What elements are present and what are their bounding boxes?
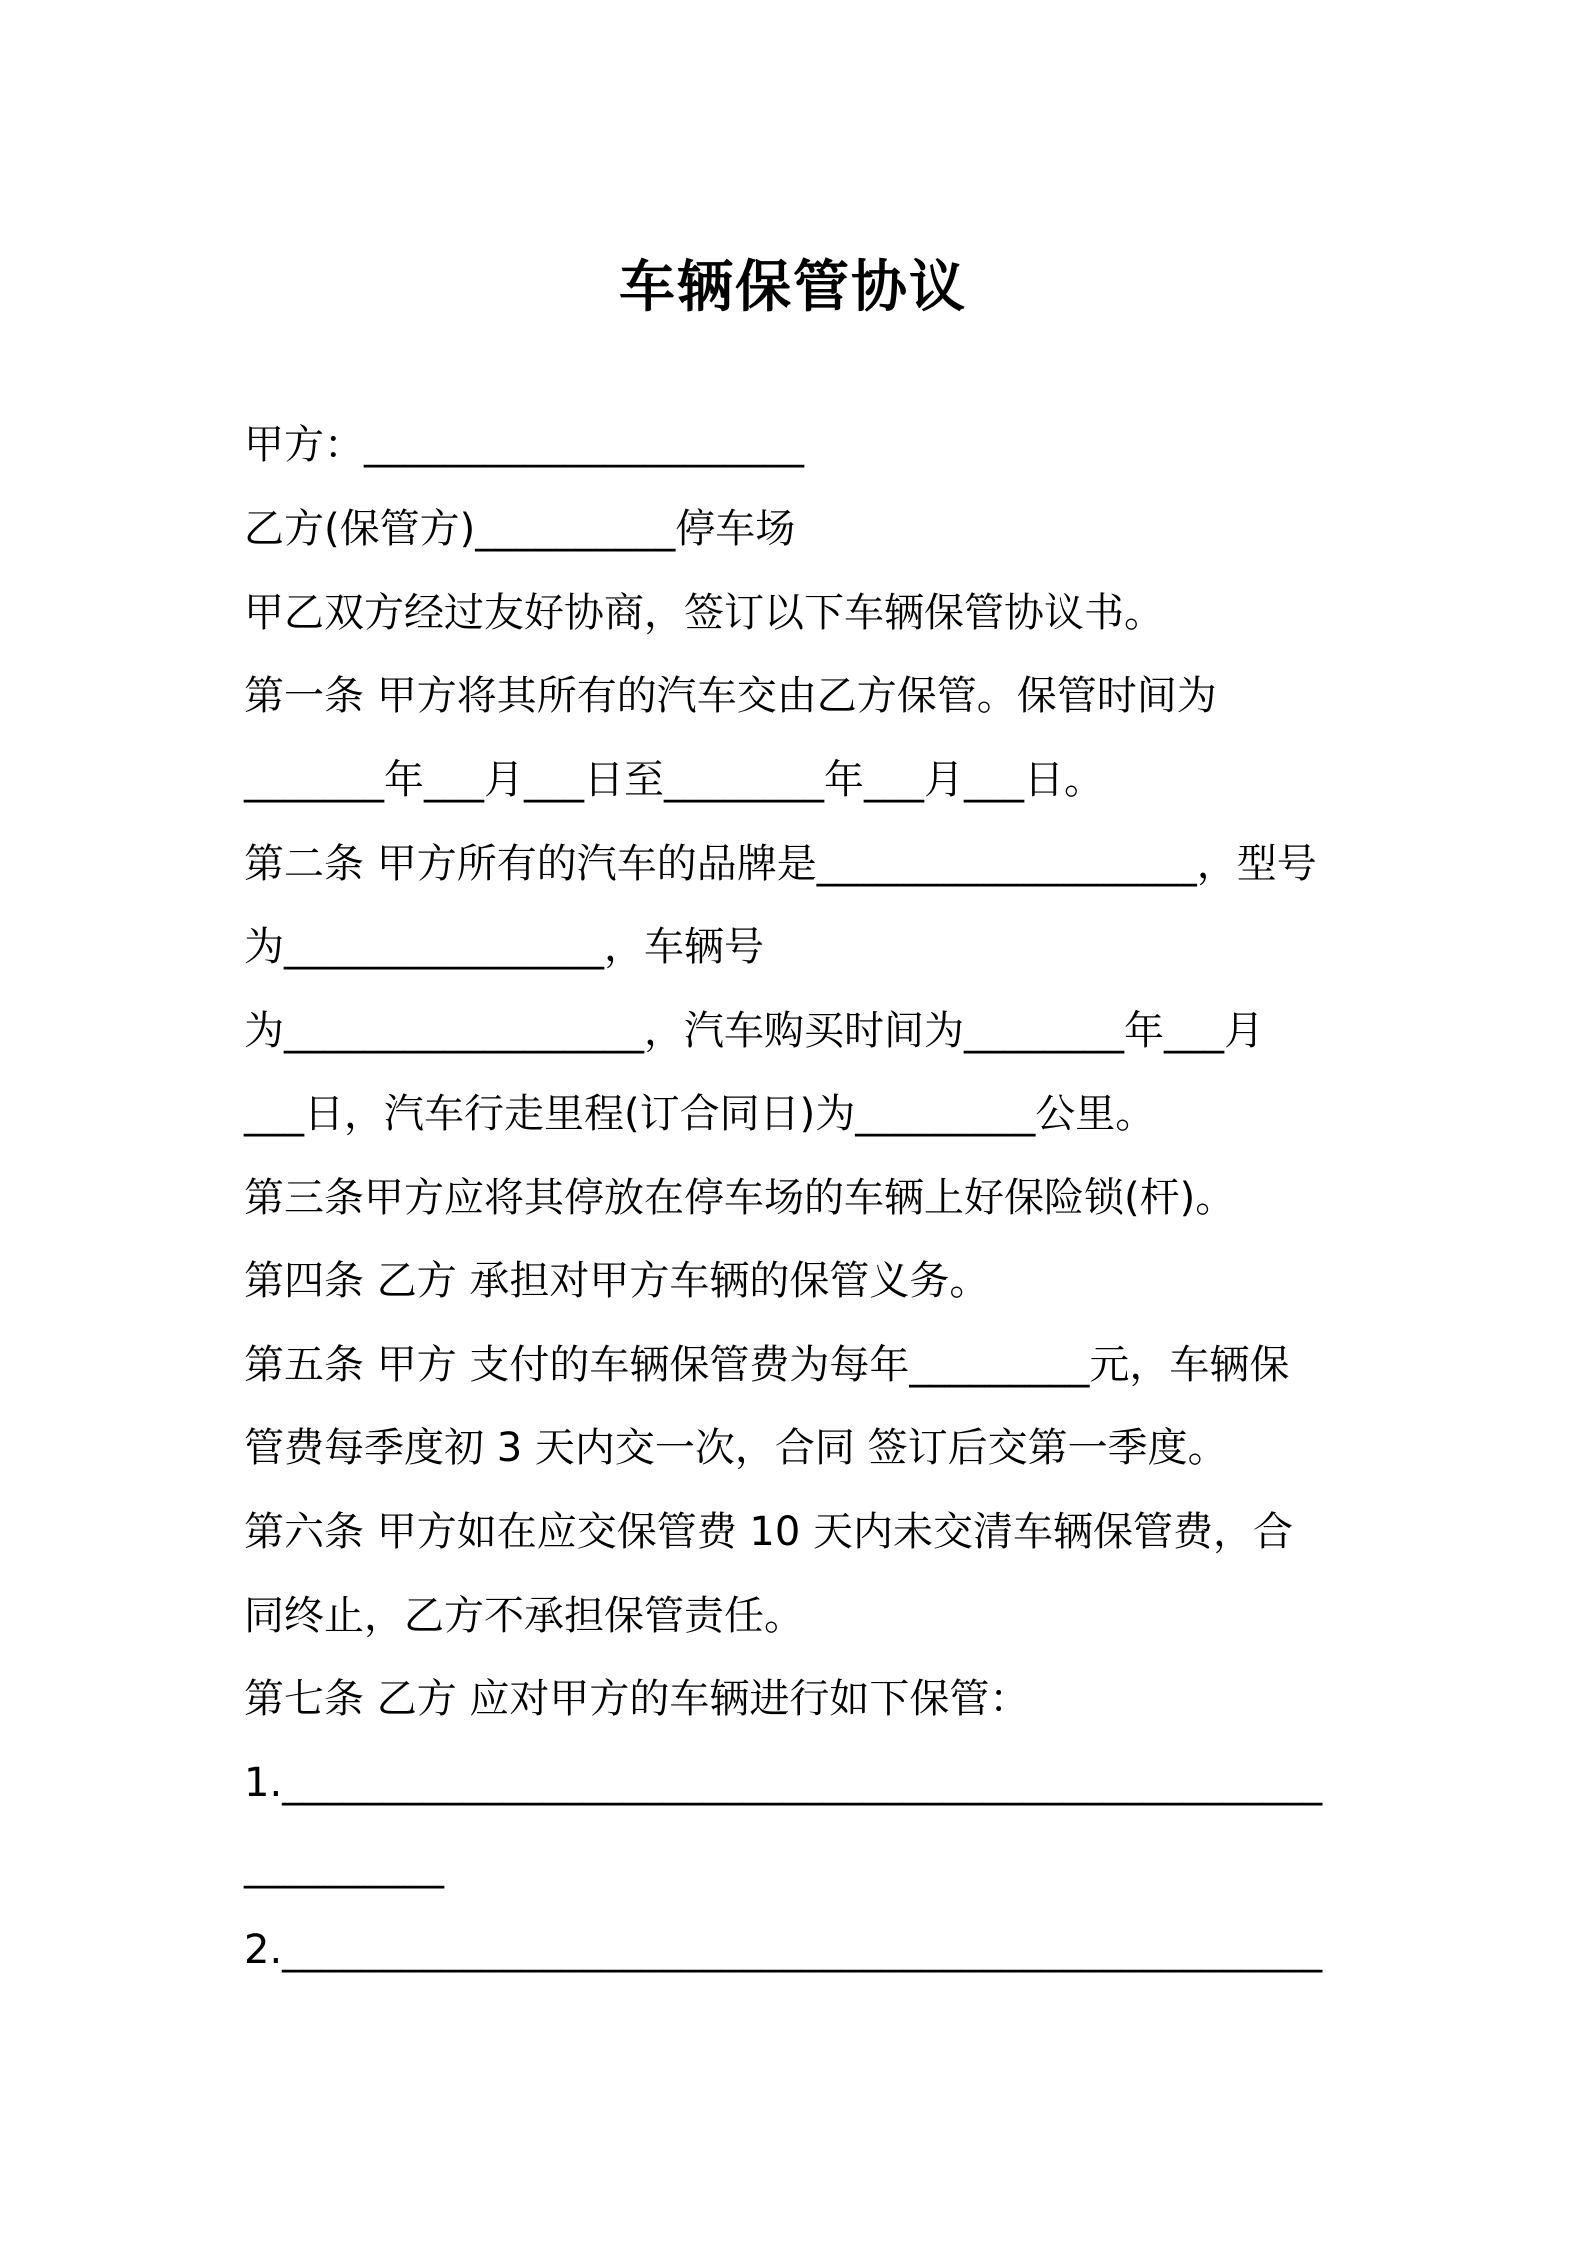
article-5-line: 第五条 甲方 支付的车辆保管费为每年_________元，车辆保 — [244, 1342, 1290, 1388]
party-b-line: 乙方(保管方)__________停车场 — [244, 506, 796, 552]
article-3-line: 第三条甲方应将其停放在停车场的车辆上好保险锁(杆)。 — [244, 1175, 1236, 1221]
item-2-line: 2.____________________________________________________ — [244, 1927, 1323, 1973]
article-2-model: 为________________，车辆号 — [244, 924, 764, 970]
item-1-line: 1.____________________________________________________ — [244, 1760, 1323, 1806]
article-2-line: 第二条 甲方所有的汽车的品牌是___________________，型号 — [244, 841, 1317, 887]
article-5-cont: 管费每季度初 3 天内交一次，合同 签订后交第一季度。 — [244, 1425, 1228, 1471]
article-7-line: 第七条 乙方 应对甲方的车辆进行如下保管： — [244, 1676, 1030, 1722]
preamble-line: 甲乙双方经过友好协商，签订以下车辆保管协议书。 — [244, 590, 1164, 636]
article-2-mileage: ___日，汽车行走里程(订合同日)为_________公里。 — [244, 1091, 1156, 1137]
article-1-line: 第一条 甲方将其所有的汽车交由乙方保管。保管时间为 — [244, 673, 1217, 719]
party-a-line: 甲方：______________________ — [244, 422, 804, 468]
article-2-plate: 为__________________，汽车购买时间为________年___月 — [244, 1008, 1264, 1054]
article-6-cont: 同终止，乙方不承担保管责任。 — [244, 1593, 804, 1639]
article-6-line: 第六条 甲方如在应交保管费 10 天内未交清车辆保管费，合 — [244, 1509, 1294, 1555]
article-1-dates: _______年___月___日至________年___月___日。 — [244, 757, 1104, 803]
document-title: 车辆保管协议 — [619, 255, 967, 320]
item-1-cont: __________ — [244, 1843, 444, 1889]
article-4-line: 第四条 乙方 承担对甲方车辆的保管义务。 — [244, 1258, 990, 1304]
